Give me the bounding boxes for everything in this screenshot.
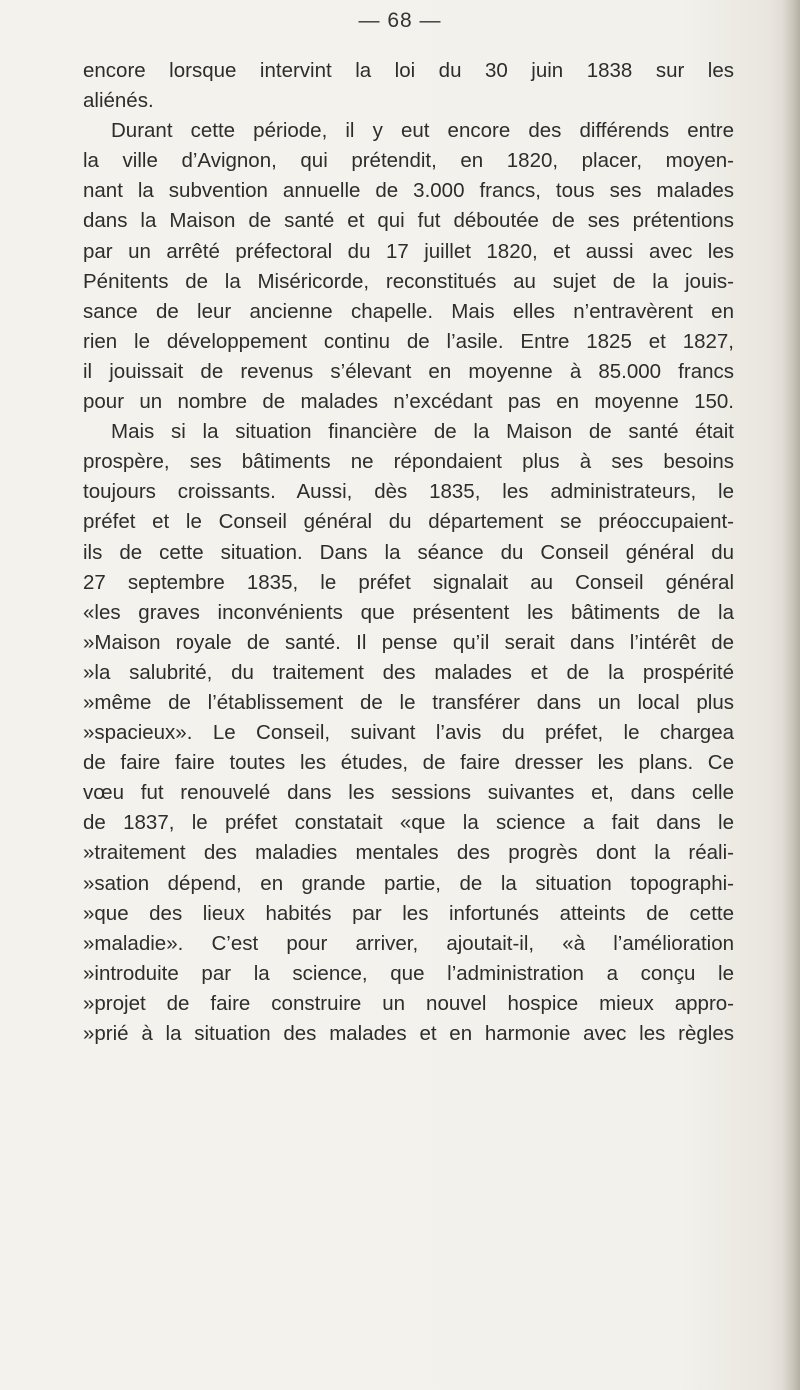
body-text [83, 56, 734, 1049]
text-line: «les graves inconvénients que présentent les bâtiments de la [83, 600, 734, 624]
text-line: »projet de faire construire un nouvel hospice mieux appro- [83, 991, 734, 1015]
text-line: vœu fut renouvelé dans les sessions suivantes et, dans celle [83, 781, 734, 805]
text-line: »sation dépend, en grande partie, de la situation topographi- [83, 871, 734, 895]
text-line: la ville d’Avignon, qui prétendit, en 1820, placer, moyen- [83, 149, 734, 173]
text-line: il jouissait de revenus s’élevant en moyenne à 85.000 francs [83, 359, 734, 383]
text-line: aliénés. [83, 89, 154, 113]
text-line: encore lorsque intervint la loi du 30 juin 1838 sur les [83, 59, 734, 82]
text-line: ils de cette situation. Dans la séance du Conseil général du [83, 540, 734, 564]
text-line: de faire faire toutes les études, de faire dresser les plans. Ce [83, 751, 734, 775]
text-line: de 1837, le préfet constatait «que la science a fait dans le [83, 811, 734, 835]
text-line: »même de l’établissement de le transférer dans un local plus [83, 690, 734, 714]
text-line: toujours croissants. Aussi, dès 1835, les administrateurs, le [83, 480, 734, 504]
text-line: Mais si la situation financière de la Maison de santé était [111, 420, 734, 444]
text-line: Durant cette période, il y eut encore des différends entre [111, 119, 734, 143]
page-number: — 68 — [358, 9, 442, 32]
text-line: »traitement des maladies mentales des progrès dont la réali- [83, 841, 734, 865]
text-line: par un arrêté préfectoral du 17 juillet 1820, et aussi avec les [83, 239, 734, 263]
text-line: nant la subvention annuelle de 3.000 francs, tous ses malades [83, 179, 734, 203]
page-edge-shadow [782, 0, 800, 1390]
text-line: pour un nombre de malades n’excédant pas en moyenne 150. [83, 390, 734, 414]
text-line: »introduite par la science, que l’administration a conçu le [83, 961, 734, 985]
text-line: »que des lieux habités par les infortunés atteints de cette [83, 901, 734, 925]
text-line: »prié à la situation des malades et en harmonie avec les règles [83, 1022, 734, 1045]
text-line: 27 septembre 1835, le préfet signalait au Conseil général [83, 570, 734, 594]
text-line: »spacieux». Le Conseil, suivant l’avis du préfet, le chargea [83, 721, 734, 745]
text-line: Pénitents de la Miséricorde, reconstitués au sujet de la jouis- [83, 269, 734, 293]
text-line: rien le développement continu de l’asile. Entre 1825 et 1827, [83, 329, 734, 353]
text-line: préfet et le Conseil général du département se préoccupaient- [83, 510, 734, 534]
text-line: sance de leur ancienne chapelle. Mais elles n’entravèrent en [83, 299, 734, 323]
text-line: »Maison royale de santé. Il pense qu’il serait dans l’intérêt de [83, 630, 734, 654]
text-line: »maladie». C’est pour arriver, ajoutait-il, «à l’amélioration [83, 931, 734, 955]
text-line: dans la Maison de santé et qui fut déboutée de ses prétentions [83, 209, 734, 233]
text-line: »la salubrité, du traitement des malades et de la prospérité [83, 660, 734, 684]
text-line: prospère, ses bâtiments ne répondaient plus à ses besoins [83, 450, 734, 474]
